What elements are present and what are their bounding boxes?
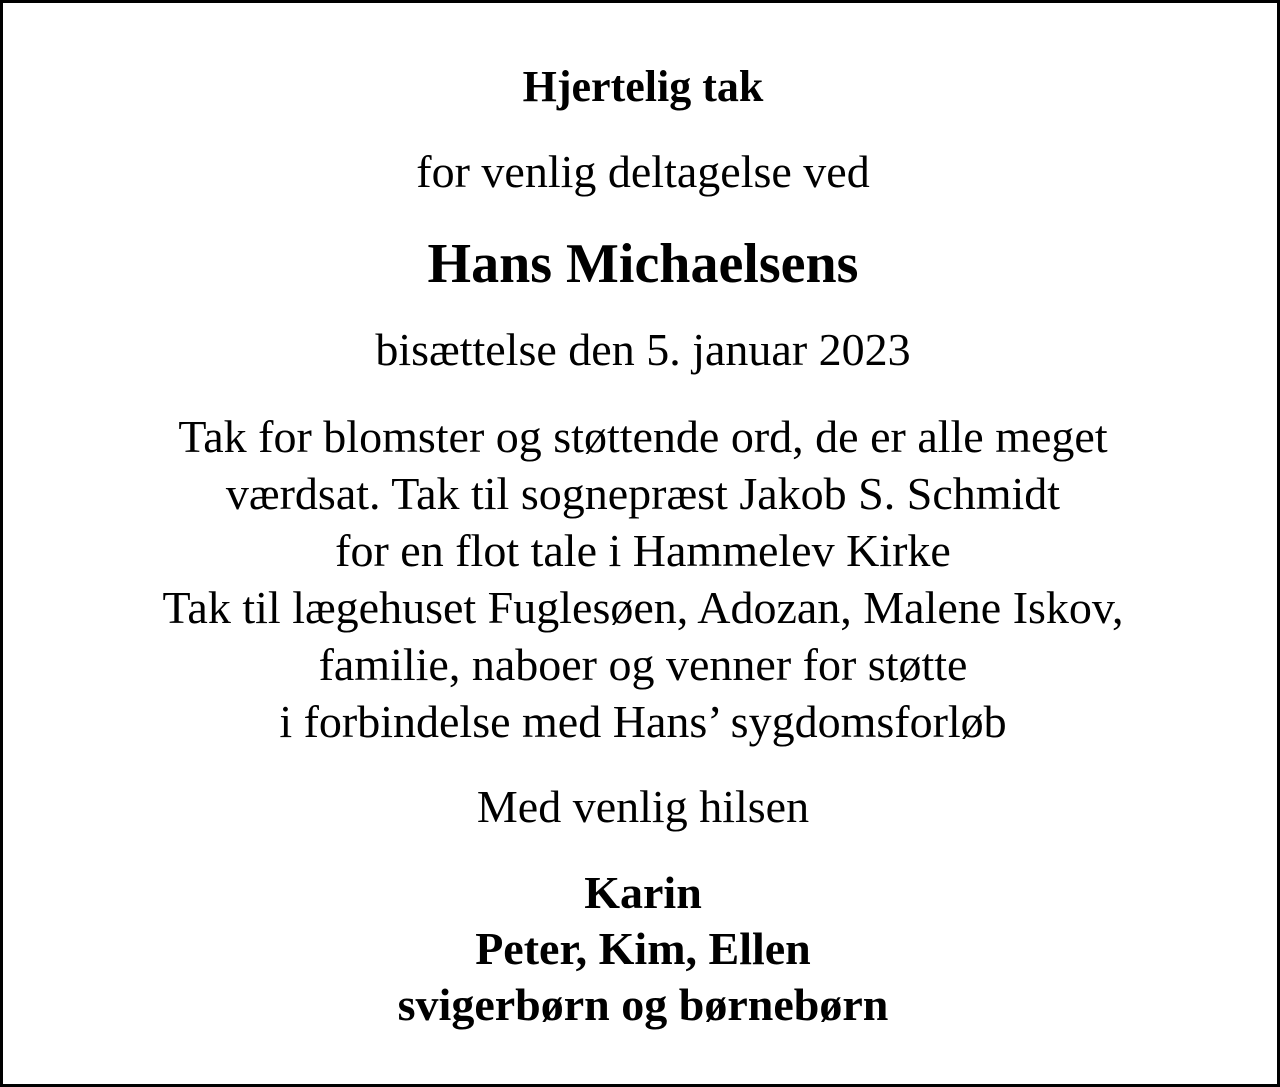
notice-heading: Hjertelig tak <box>522 62 764 111</box>
notice-subheading: for venlig deltagelse ved <box>416 146 870 197</box>
thanks-body <box>3 408 1280 750</box>
signers <box>3 865 1280 1033</box>
body-line: i forbindelse med Hans’ sygdomsforløb <box>279 696 1007 747</box>
body-line: familie, naboer og venner for støtte <box>318 639 968 690</box>
greeting: Med venlig hilsen <box>476 781 810 832</box>
deceased-name: Hans Michaelsens <box>427 233 859 295</box>
signer-line: svigerbørn og børnebørn <box>397 979 889 1030</box>
signer-line: Peter, Kim, Ellen <box>475 923 811 974</box>
body-line: for en flot tale i Hammelev Kirke <box>335 525 951 576</box>
body-line: Tak for blomster og støttende ord, de er alle meget <box>178 411 1108 462</box>
body-line: værdsat. Tak til sognepræst Jakob S. Schmidt <box>225 468 1061 519</box>
body-line: Tak til lægehuset Fuglesøen, Adozan, Malene Iskov, <box>162 582 1124 633</box>
signer-line: Karin <box>584 867 702 918</box>
event-date: bisættelse den 5. januar 2023 <box>375 324 911 375</box>
